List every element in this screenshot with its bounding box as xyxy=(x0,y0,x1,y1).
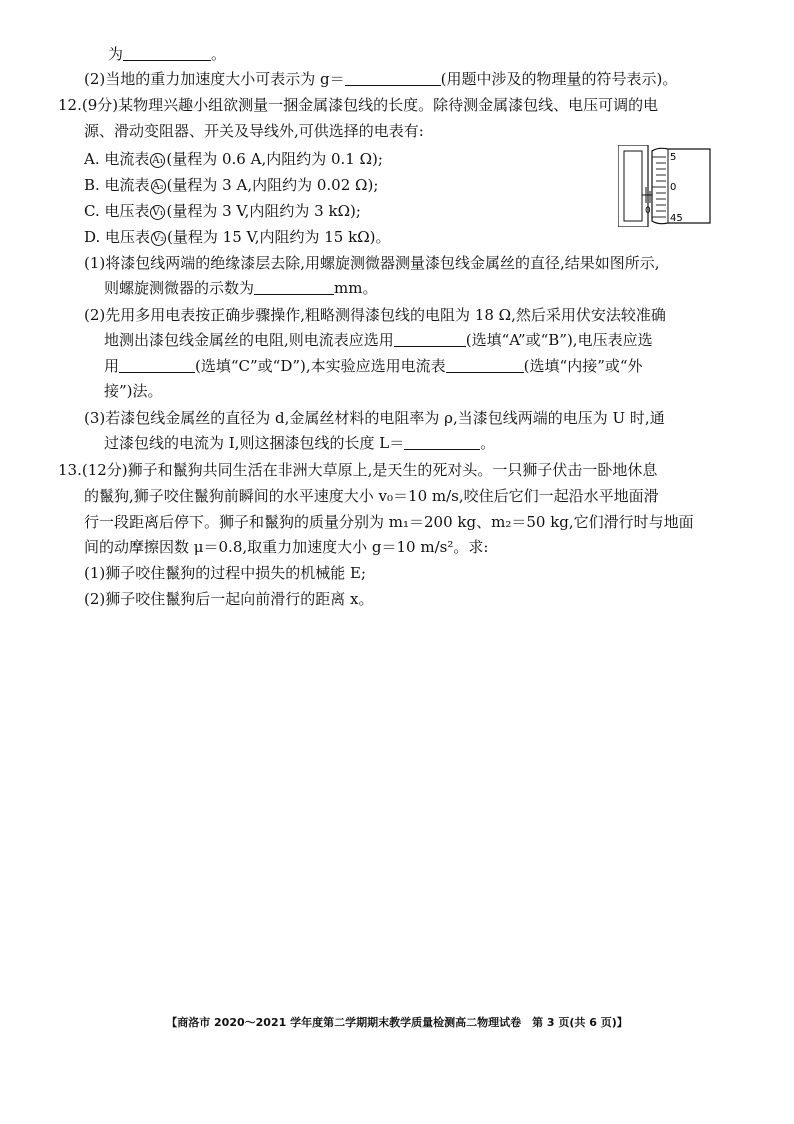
q12-part1-line1: (1)将漆包线两端的绝缘漆层去除,用螺旋测微器测量漆包线金属丝的直径,结果如图所示, xyxy=(84,254,660,272)
q12-part2-line4: 接”)法。 xyxy=(104,382,163,400)
q12-part1-unit: mm。 xyxy=(334,279,378,297)
answer-blank[interactable] xyxy=(119,356,195,373)
sleeve-label: 0 xyxy=(645,206,651,216)
q12-part2-text: 地测出漆包线金属丝的电阻,则电流表应选用 xyxy=(104,331,394,349)
micrometer-figure xyxy=(618,145,713,227)
q12-part3-line2 xyxy=(104,433,495,453)
option-text: (量程为 15 V,内阻约为 15 kΩ)。 xyxy=(167,228,391,246)
q13-stem-line1: 13.(12分)狮子和鬣狗共同生活在非洲大草原上,是天生的死对头。一只狮子伏击一卧地休息 xyxy=(58,461,658,479)
q12-part1-text: 则螺旋测微器的示数为 xyxy=(104,279,255,297)
ammeter-a1-icon: A₁ xyxy=(152,155,164,166)
q13-stem-line3: 行一段距离后停下。狮子和鬣狗的质量分别为 m₁＝200 kg、m₂＝50 kg,它们滑行时与地面 xyxy=(84,513,694,531)
q12-part2-line1: (2)先用多用电表按正确步骤操作,粗略测得漆包线的电阻为 18 Ω,然后采用伏安法较准确 xyxy=(84,306,666,324)
q12-option-a xyxy=(84,149,383,169)
q12-stem-line1: 12.(9分)某物理兴趣小组欲测量一捆金属漆包线的长度。除待测金属漆包线、电压可调的电 xyxy=(58,96,659,114)
q12-option-b xyxy=(84,175,378,195)
voltmeter-v1-icon: V₁ xyxy=(152,207,164,218)
thimble-label-5: 5 xyxy=(670,152,677,163)
q11-part2-suffix: (用题中涉及的物理量的符号表示)。 xyxy=(440,70,678,88)
answer-blank[interactable] xyxy=(394,330,466,347)
option-label: C. 电压表 xyxy=(84,202,150,220)
q12-option-d xyxy=(84,227,391,247)
voltmeter-v2-icon: V₂ xyxy=(152,233,165,244)
q12-part2-hint: (选填“A”或“B”),电压表应选 xyxy=(465,331,653,349)
micrometer-sleeve xyxy=(624,151,642,221)
option-text: (量程为 3 A,内阻约为 0.02 Ω); xyxy=(166,176,379,194)
q11-cont-prefix: 为 xyxy=(108,45,124,63)
page-footer: 【商洛市 2020～2021 学年度第二学期期末教学质量检测高二物理试卷 第 3 页(共 6 页)】 xyxy=(166,1016,628,1029)
answer-blank[interactable] xyxy=(345,69,441,86)
q12-part2-text: 用 xyxy=(104,357,120,375)
q12-part3-suffix: 。 xyxy=(480,434,496,452)
option-label: A. 电流表 xyxy=(84,150,150,168)
q11-cont-line xyxy=(108,44,226,64)
answer-blank[interactable] xyxy=(404,433,480,450)
q13-part2: (2)狮子咬住鬣狗后一起向前滑行的距离 x。 xyxy=(84,590,374,608)
q12-part2-hint: (选填“内接”或“外 xyxy=(523,357,643,375)
option-text: (量程为 0.6 A,内阻约为 0.1 Ω); xyxy=(166,150,383,168)
answer-blank[interactable] xyxy=(254,278,334,295)
q12-part2-line3 xyxy=(104,356,643,376)
q11-part2-text: (2)当地的重力加速度大小可表示为 g＝ xyxy=(84,70,345,88)
answer-blank[interactable] xyxy=(446,356,524,373)
option-label: B. 电流表 xyxy=(84,176,150,194)
q12-part2-hint: (选填“C”或“D”),本实验应选用电流表 xyxy=(195,357,446,375)
q12-part3-text: 过漆包线的电流为 I,则这捆漆包线的长度 L＝ xyxy=(104,434,405,452)
option-label: D. 电压表 xyxy=(84,228,151,246)
thimble-label-0: 0 xyxy=(670,182,677,193)
q11-cont-suffix: 。 xyxy=(211,45,227,63)
q12-part2-line2 xyxy=(104,330,653,350)
q13-stem-line4: 间的动摩擦因数 μ＝0.8,取重力加速度大小 g＝10 m/s²。求: xyxy=(84,538,489,556)
q12-part1-line2 xyxy=(104,278,377,298)
answer-blank[interactable] xyxy=(123,44,211,61)
q13-stem-line2: 的鬣狗,狮子咬住鬣狗前瞬间的水平速度大小 v₀＝10 m/s,咬住后它们一起沿水平地面滑 xyxy=(84,487,659,505)
q13-part1: (1)狮子咬住鬣狗的过程中损失的机械能 E; xyxy=(84,564,367,582)
ammeter-a2-icon: A₂ xyxy=(152,181,164,192)
q11-part2 xyxy=(84,69,677,89)
option-text: (量程为 3 V,内阻约为 3 kΩ); xyxy=(166,202,361,220)
q12-option-c xyxy=(84,201,361,221)
q12-stem-line2: 源、滑动变阻器、开关及导线外,可供选择的电表有: xyxy=(84,122,424,140)
q12-part3-line1: (3)若漆包线金属丝的直径为 d,金属丝材料的电阻率为 ρ,当漆包线两端的电压为 U 时,通 xyxy=(84,409,665,427)
thimble-label-45: 45 xyxy=(670,213,683,224)
